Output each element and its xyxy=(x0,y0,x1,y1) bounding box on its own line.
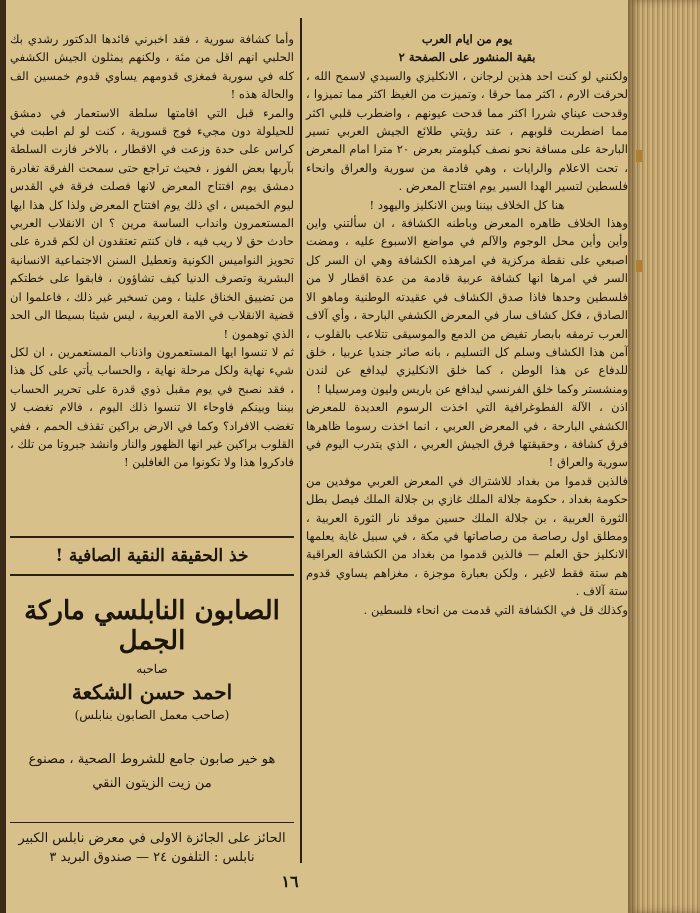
article-paragraph: وهذا الخلاف ظاهره المعرض وباطنه الكشافة ، ان سألتني واين وأين وأين محل الوجوم والآلم في مواضع الاسبوع عليه ، ومضت اصبعي على نقطة مركزية في امرهذه الكشافة وهي ان السر كل السر في امرها انها كشافة عربية قادمة من عدة اقطار لا من فلسطين وحدها فاذا صدق الكشاف في عقيدته الوطنية وماهو الا الصادق ، فكل كشاف سار في المعرض الكشفي البارحة ، وأي آلاف العرب ترمقه بابصار تفيض من الدمع والموسيقى تتلاعب بالقلوب ، آمن هذا الكشاف وسلم كل التسليم ، بانه صائر جنديا عربيا ، خلق للدفاع عن هذا الوطن ، كما خلق الانكليزي ليدافع عن لندن ومنشستر وكما خلق الفرنسي ليدافع عن باريس وليون ومرسيليا ! xyxy=(306,216,628,396)
ad-description-line: من زيت الزيتون النقي xyxy=(92,776,212,791)
article-left-column xyxy=(10,30,294,472)
page-number: ١٦ xyxy=(281,872,299,891)
ad-brand: الصابون النابلسي ماركة الجمل xyxy=(24,596,280,656)
article-paragraph: والمرء قبل التي اقامتها سلطة الاستعمار في دمشق للحيلولة دون مجيء فوج قسورية ، كنت لو لم اطبت في كراس على حدة وزعت في الاقطار ، بالاخر فازت السلطة بآربها بعض الفوز ، فحيث تراجع حتى سمحت الفرقة تغادرة دمشق يوم افتتاح المعرض لانها فصلت فرقة في القدس ليوم الخميس ، اي ذلك يوم افتتاح المعرض ولذا كل هذا ايها المستعمرون وانداب الساسة مرين ؟ ان الانقلاب العربي حادث حق لا ريب فيه ، فان كنتم تعتقدون ان لكم قدرة على تحويز النواميس الكونية وتعطيل السنن الاجتماعية الانسانية البشرية وتصرف الدنيا كيف تشاؤون ، فابقوا على خطتكم من تضييق الخناق علينا ، ومن تسخير غير ذلك ، فاعلموا ان قضية الانقلاب في الامة العربية ، ليس شيئا بسيطا الى الحد الذي توهمون ! xyxy=(10,105,294,341)
article-paragraph: وكذلك قل في الكشافة التي قدمت من انحاء فلسطين . xyxy=(363,602,628,617)
article-right-column xyxy=(306,30,628,619)
ad-owner-name: احمد حسن الشكعة xyxy=(71,680,233,704)
article-paragraph: ولكنني لو كنت احد هذين لرجانن ، الانكليزي والسيدي لاسمح الله ، لحرقت الارم ، اكثر مما حرقا ، وتميزت من الغيظ اكثر مما تميزوا ، وقدحت عيناي شررا اكثر مما قدحت عيونهم ، واضطرب قلبي اكثر مما اضطربت قلوبهم ، عند رؤيتي طلائع الجيش العربي تسير البارحة على مسافة نحو نصف كيلومتر بعرض ٢٠ مترا امام المعرض ، تحت الاعلام والرايات ، وهي قادمة من سورية والعراق وانحاء فلسطين لتسير الهدا السير يوم افتتاح المعرض . xyxy=(306,68,628,194)
ad-award: الحائز على الجائزة الاولى في معرض نابلس الكبير xyxy=(10,822,294,846)
binding-spine xyxy=(0,0,6,913)
page-marker xyxy=(636,260,642,272)
ad-description xyxy=(10,748,294,796)
ad-description-line: هو خير صابون جامع للشروط الصحية ، مصنوع xyxy=(28,752,276,767)
page-stack-edge xyxy=(628,0,700,913)
ad-contact: نابلس : التلفون ٢٤ — صندوق البريد ٣ xyxy=(49,850,255,865)
article-paragraph: هنا كل الخلاف بيننا وبين الانكليز واليهود ! xyxy=(369,197,565,212)
article-paragraph: ثم لا تنسوا ايها المستعمرون واذناب المستعمرين ، ان لكل شيء نهاية ولكل مرحلة نهاية ، والحساب يأتي على كل هذا ، فقد نصبح في يوم مقبل ذوي قدرة على تحرير الحساب بيننا وبينكم فاوحاء الا تنسوا ذلك اليوم ، فالام تغضب لا تغضب الافراد؟ وكما في الارض براكين تقذف الحمم ، ففي القلوب براكين غير انها الظهور والنار وانشد جبروتا من تلك ، فادكروا هذا ولا تكونوا من الغافلين ! xyxy=(10,344,294,470)
article-paragraph: فالذين قدموا من بغداد للاشتراك في المعرض العربي موفدين من حكومة بغداد ، حكومة جلالة الملك غازي بن جلالة الملك فيصل بطل الثورة العربية ، بن جلالة الملك حسين موقد نار الثورة العربية ، ومطلق اول رصاصة من رصاصاتها في مكة ، في سبيل غاية يعلمها الانكليز حق العلم — فالذين قدموا من بغداد من الكشافة العراقية هم ستة فقط لاغير ، ولكن بعبارة موجزة ، مغزاهم يساوي قدوم ستة آلاف . xyxy=(306,473,628,599)
article-subtitle: بقية المنشور على الصفحة ٢ xyxy=(398,50,536,65)
ad-owner-label: صاحبه xyxy=(136,662,168,676)
soap-advertisement xyxy=(10,536,294,865)
ad-headline: خذ الحقيقة النقية الصافية ! xyxy=(10,536,294,576)
column-divider xyxy=(300,18,302,863)
page-marker xyxy=(636,150,642,162)
ad-owner-subtitle: (صاحب معمل الصابون بنابلس) xyxy=(74,708,230,722)
article-title: يوم من ايام العرب xyxy=(421,32,513,46)
article-paragraph: وأما كشافة سورية ، فقد اخبرني قائدها الدكتور رشدي بك الحلبي انهم اقل من مئة ، ولكنهم يمثلون الجيش الكشفي كله في سورية فمغزى قدومهم يساوي قدوم خمسين الف والحالة هذه ! xyxy=(10,32,294,102)
article-paragraph: اذن ، الآلة الفطوغرافية التي اخذت الرسوم العديدة للمعرض الكشفي البارحة ، في المعرض العربي ، انما اخذت رسوما ظاهرها فرق كشافة ، وحقيقتها فرق الجيش العربي ، الذي يتدرب اليوم في سورية والعراق ! xyxy=(306,400,628,470)
